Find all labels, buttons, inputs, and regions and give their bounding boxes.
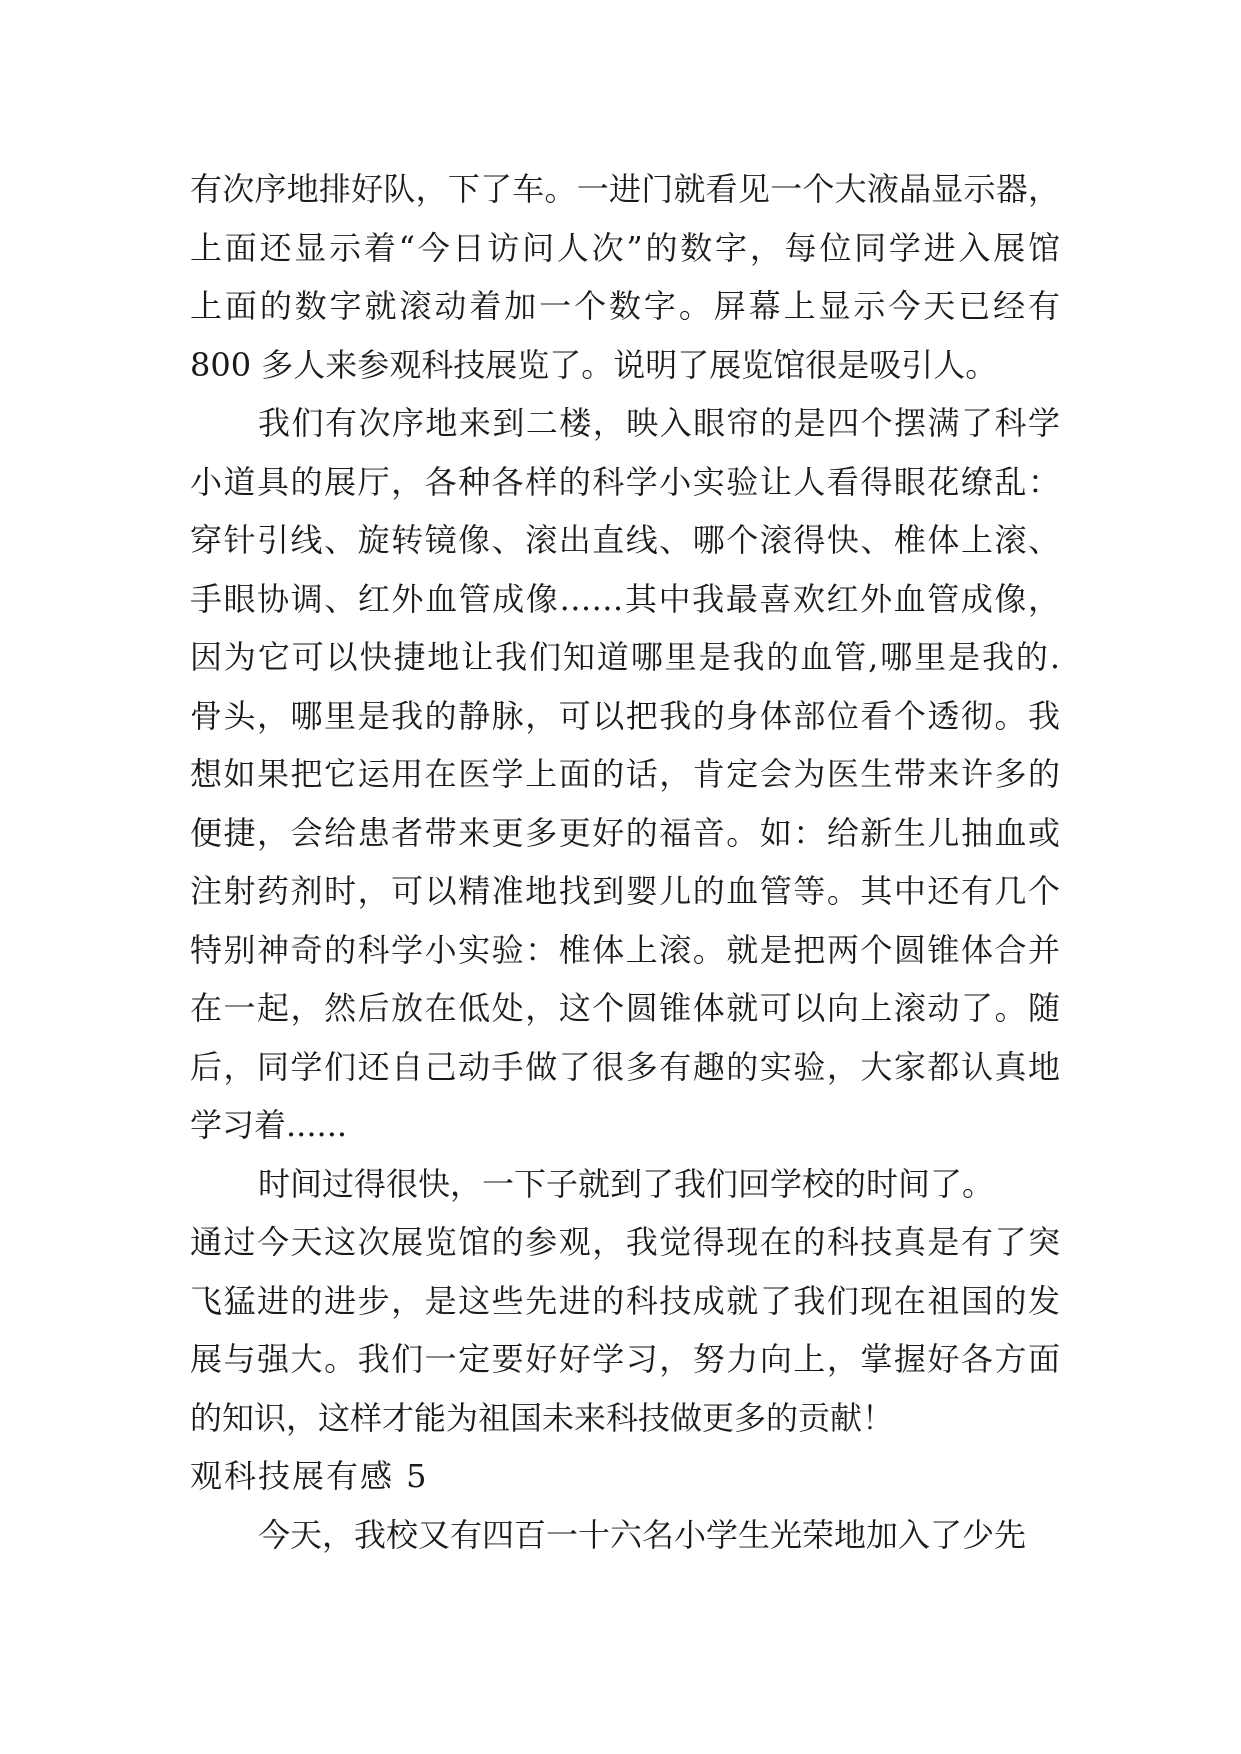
text-line: 上面还显示着“今日访问人次”的数字，每位同学进入展馆 (190, 228, 1060, 267)
text-line: 手眼协调、红外血管成像……其中我最喜欢红外血管成像， (190, 579, 1060, 618)
text-line: 通过今天这次展览馆的参观，我觉得现在的科技真是有了突 (190, 1223, 1060, 1261)
text-line: 想如果把它运用在医学上面的话，肯定会为医生带来许多的 (190, 755, 1060, 793)
text-line: 注射药剂时，可以精准地找到婴儿的血管等。其中还有几个 (190, 872, 1060, 910)
section-heading: 观科技展有感 5 (190, 1457, 429, 1495)
text-line: 有次序地排好队，下了车。一进门就看见一个大液晶显示器， (190, 170, 1060, 208)
body-text (190, 160, 1060, 1564)
text-line: 在一起，然后放在低处，这个圆锥体就可以向上滚动了。随 (190, 989, 1060, 1027)
paragraph-4 (190, 1506, 1060, 1565)
text-line: 时间过得很快，一下子就到了我们回学校的时间了。 (258, 1164, 995, 1203)
text-line: 学习着...... (190, 1106, 348, 1144)
text-line: 800 多人来参观科技展览了。说明了展览馆很是吸引人。 (190, 345, 998, 384)
text-line: 展与强大。我们一定要好好学习，努力向上，掌握好各方面 (190, 1340, 1060, 1378)
text-line: 骨头，哪里是我的静脉，可以把我的身体部位看个透彻。我 (190, 696, 1060, 735)
text-line: 后，同学们还自己动手做了很多有趣的实验，大家都认真地 (190, 1047, 1060, 1086)
text-line: 穿针引线、旋转镜像、滚出直线、哪个滚得快、椎体上滚、 (190, 521, 1060, 559)
text-line: 便捷，会给患者带来更多更好的福音。如：给新生儿抽血或 (190, 813, 1060, 852)
text-line: 因为它可以快捷地让我们知道哪里是我的血管,哪里是我的. (190, 638, 1060, 676)
text-line: 我们有次序地来到二楼，映入眼帘的是四个摆满了科学 (258, 404, 1060, 442)
text-line: 特别神奇的科学小实验：椎体上滚。就是把两个圆锥体合并 (190, 930, 1060, 969)
text-line: 的知识，这样才能为祖国未来科技做更多的贡献！ (190, 1398, 895, 1437)
text-line: 今天，我校又有四百一十六名小学生光荣地加入了少先 (258, 1515, 1027, 1554)
text-line: 飞猛进的进步，是这些先进的科技成就了我们现在祖国的发 (190, 1281, 1060, 1320)
text-line: 上面的数字就滚动着加一个数字。屏幕上显示今天已经有 (190, 287, 1060, 325)
paragraph-1 (190, 160, 1060, 394)
paragraph-3 (190, 1155, 1060, 1448)
text-line: 小道具的展厅，各种各样的科学小实验让人看得眼花缭乱： (190, 462, 1060, 501)
paragraph-2 (190, 394, 1060, 1155)
